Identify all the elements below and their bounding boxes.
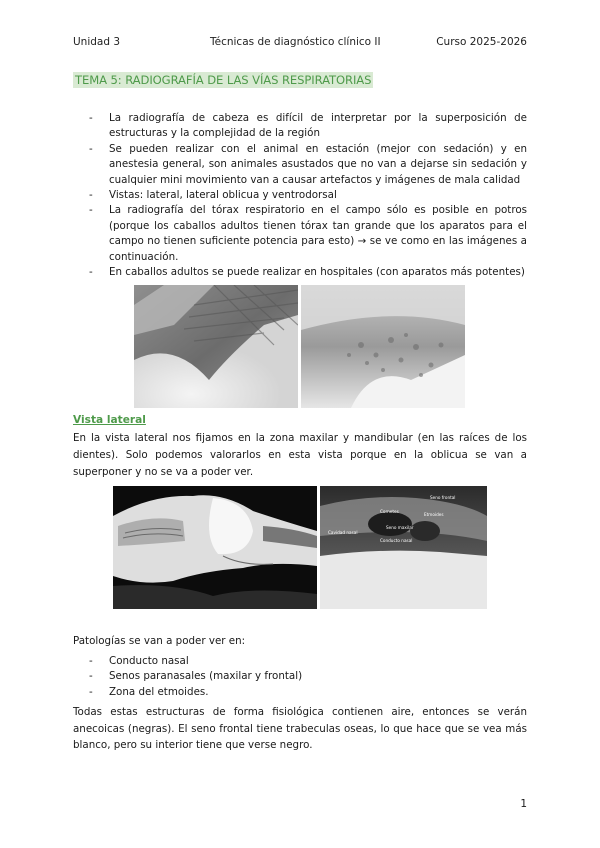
xray-label: Cavidad nasal bbox=[328, 530, 358, 535]
skull-sagittal-section-image bbox=[113, 486, 317, 609]
bullet-text: Zona del etmoides. bbox=[109, 685, 209, 698]
xray-label: Etmoides bbox=[424, 512, 444, 517]
bullet-text: La radiografía de cabeza es difícil de interpretar por la superposición de estructuras y la complejidad de la región bbox=[109, 112, 527, 140]
list-item bbox=[89, 654, 527, 669]
bullet-text: Vistas: lateral, lateral oblicua y ventrodorsal bbox=[109, 189, 337, 202]
list-item bbox=[89, 142, 527, 188]
list-item bbox=[89, 265, 527, 280]
bullet-dash: - bbox=[89, 266, 93, 279]
bullet-text: En caballos adultos se puede realizar en hospitales (con aparatos más potentes) bbox=[109, 266, 525, 279]
page-number: 1 bbox=[520, 798, 527, 810]
bullet-dash: - bbox=[89, 112, 93, 124]
bullet-text: La radiografía del tórax respiratorio en el campo sólo es posible en potros (porque los caballos adultos tienen tórax tan grande que los aparatos para el campo no tienen suficiente potencia para esto) → se ve como en las imágenes a continuación. bbox=[109, 204, 527, 263]
header-course-name: Técnicas de diagnóstico clínico II bbox=[210, 36, 381, 48]
list-item bbox=[89, 188, 527, 203]
header-school-year: Curso 2025-2026 bbox=[436, 36, 527, 48]
xray-label: Seno maxilar bbox=[386, 525, 414, 530]
list-item bbox=[89, 669, 527, 684]
closing-paragraph: Todas estas estructuras de forma fisiológica contienen aire, entonces se verán anecoicas (negras). El seno frontal tiene trabeculas oseas, lo que hace que se vea más blanco, pero su interior tiene que verse negro. bbox=[73, 706, 527, 751]
xray-label: Seno frontal bbox=[430, 495, 456, 500]
section-paragraph: En la vista lateral nos fijamos en la zona maxilar y mandibular (en las raíces de los dientes). Solo podemos valorarlos en esta vista porque en la oblicua se van a superponer y no se va a poder ver. bbox=[73, 432, 527, 478]
pathologies-lead: Patologías se van a poder ver en: bbox=[73, 635, 246, 647]
section-heading-vista-lateral: Vista lateral bbox=[73, 414, 146, 426]
bullet-dash: - bbox=[89, 189, 93, 202]
list-item bbox=[89, 111, 527, 142]
bullet-text: Senos paranasales (maxilar y frontal) bbox=[109, 670, 303, 683]
bullet-dash: - bbox=[89, 670, 93, 683]
bullet-dash: - bbox=[89, 204, 93, 217]
bullet-dash: - bbox=[89, 685, 93, 698]
bullet-text: Conducto nasal bbox=[109, 655, 189, 667]
bullet-dash: - bbox=[89, 655, 93, 667]
chapter-title: TEMA 5: RADIOGRAFÍA DE LAS VÍAS RESPIRATORIAS bbox=[75, 73, 372, 87]
list-item bbox=[89, 685, 527, 700]
xray-label: Cornetes bbox=[380, 509, 399, 514]
list-item bbox=[89, 203, 527, 265]
intro-bullet-list bbox=[89, 111, 527, 280]
page-header bbox=[73, 36, 527, 52]
xray-label: Conducto nasal bbox=[380, 538, 413, 543]
thorax-radiograph-2 bbox=[301, 285, 465, 408]
pathologies-list bbox=[89, 654, 527, 700]
skull-lateral-radiograph bbox=[320, 486, 487, 609]
header-unit: Unidad 3 bbox=[73, 36, 121, 48]
bullet-text: Se pueden realizar con el animal en estación (mejor con sedación) y en anestesia general, son animales asustados que no van a dejarse sin sedación y cualquier mini movimiento van a causar artefactos y imágenes de mala calidad bbox=[109, 142, 527, 186]
thorax-radiograph-1 bbox=[134, 285, 298, 408]
bullet-dash: - bbox=[89, 142, 93, 155]
